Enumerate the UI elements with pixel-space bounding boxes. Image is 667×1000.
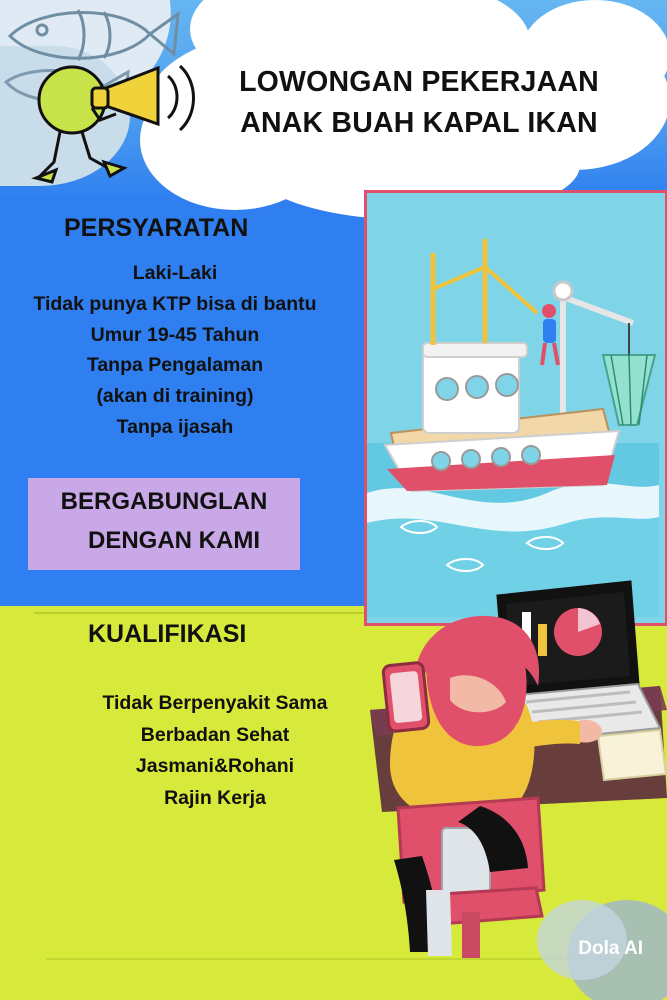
requirements-heading: PERSYARATAN [64, 214, 249, 242]
join-line-1: BERGABUNGLAN [60, 488, 268, 515]
qualification-item: Berbadan Sehat [140, 723, 290, 746]
poster-title [198, 62, 640, 145]
qualification-item: Tidak Berpenyakit Sama [102, 692, 328, 714]
qualification-item: Jasmani&Rohani [135, 755, 295, 778]
requirement-item: Tanpa Pengalaman [86, 354, 264, 377]
title-line-2: ANAK BUAH KAPAL IKAN [240, 107, 598, 140]
requirement-item: Umur 19-45 Tahun [90, 323, 260, 346]
join-us-banner [28, 478, 300, 570]
requirement-item: Laki-Laki [132, 262, 218, 284]
megaphone-character-icon [30, 58, 210, 188]
requirements-list [0, 258, 350, 443]
boat-scene-svg [367, 193, 659, 617]
requirement-item: Tanpa ijasah [116, 415, 234, 438]
qualification-heading: KUALIFIKASI [88, 620, 247, 648]
join-line-2: DENGAN KAMI [88, 527, 260, 554]
qualification-item: Rajin Kerja [164, 786, 266, 809]
title-line-1: LOWONGAN PEKERJAAN [239, 66, 599, 98]
requirement-item: Tidak punya KTP bisa di bantu [33, 292, 317, 315]
requirement-item: (akan di training) [96, 385, 254, 408]
watermark-label: Dola AI [578, 938, 643, 959]
